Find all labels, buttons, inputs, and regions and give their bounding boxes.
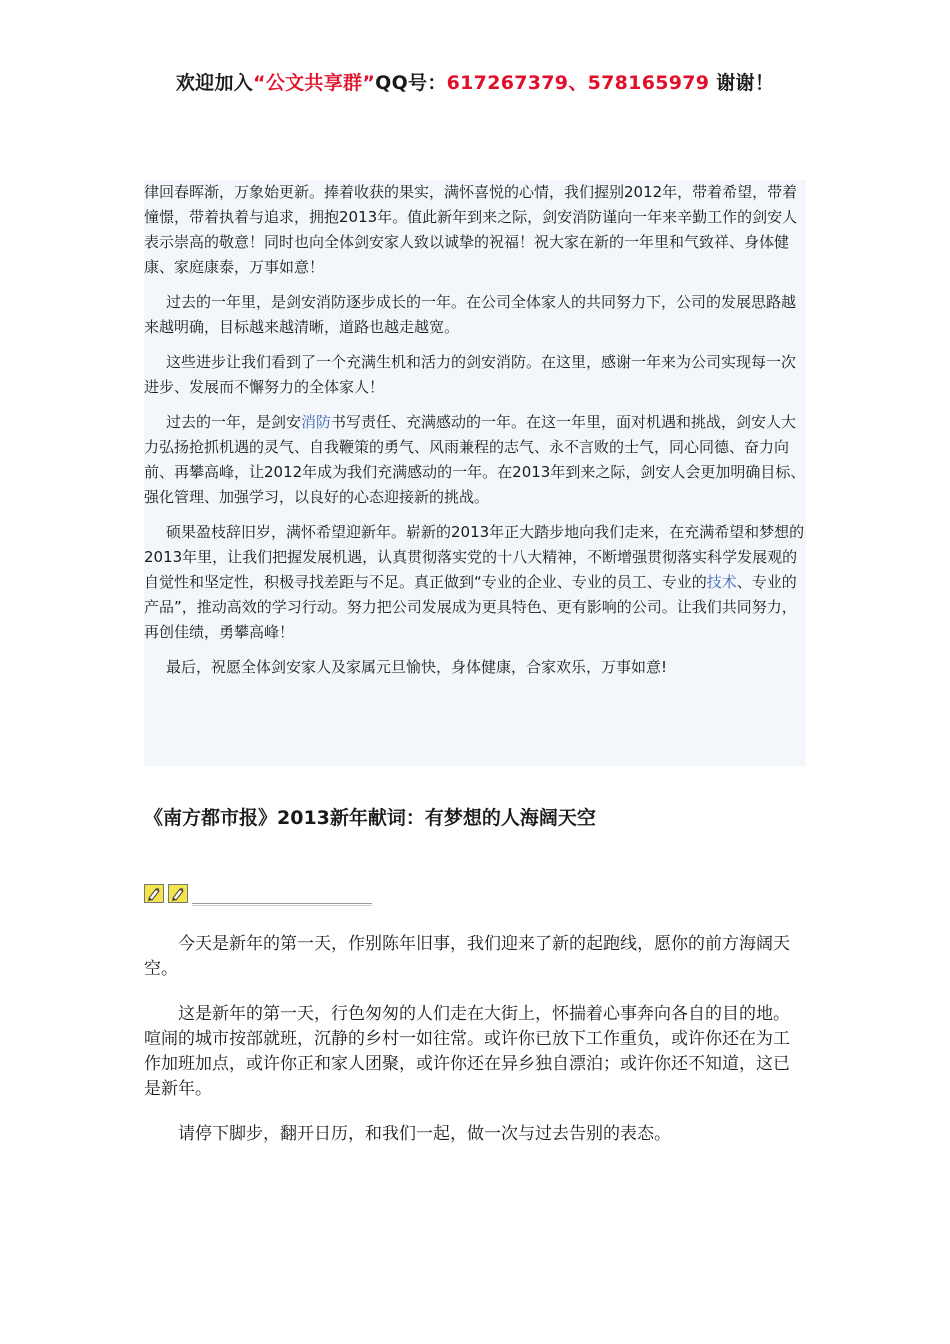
header-group-name: “公文共享群” (253, 72, 376, 94)
article-paragraph: 请停下脚步，翻开日历，和我们一起，做一次与过去告别的表态。 (178, 1124, 671, 1144)
technology-link[interactable]: 技术 (706, 573, 737, 591)
letter-text: 硕果盈枝辞旧岁，满怀希望迎新年。崭新的2013年正大踏步地向我们走来，在充满希望和梦想的2013年里，让我们把握发展机遇，认真贯彻落实党的十八大精神，不断增强贯彻落实科学发展观的自觉性和坚定性，积极寻找差距与不足。真正做到“专业的企业、专业的员工、专业的 (144, 523, 805, 591)
letter-paragraph: 最后，祝愿全体剑安家人及家属元旦愉快，身体健康，合家欢乐，万事如意! (166, 658, 668, 676)
header-qq-numbers: 617267379、578165979 (446, 72, 710, 94)
article-title: 《南方都市报》2013新年献词：有梦想的人海阔天空 (144, 807, 596, 829)
edit-icon[interactable] (168, 884, 188, 903)
page-header (0, 68, 950, 95)
letter-paragraph (144, 520, 806, 645)
icon-toolbar (144, 884, 374, 906)
article-paragraph: 这是新年的第一天，行色匆匆的人们走在大街上，怀揣着心事奔向各自的目的地。喧闹的城市按部就班，沉静的乡村一如往常。或许你已放下工作重负，或许你还在为工作加班加点，或许你正和家人团聚，或许你还在异乡独自漂泊；或许你还不知道，这已是新年。 (144, 1004, 790, 1099)
header-qq-label: QQ号： (375, 72, 447, 94)
article-body (144, 932, 806, 1167)
letter-paragraph: 过去的一年里，是剑安消防逐步成长的一年。在公司全体家人的共同努力下，公司的发展思路越来越明确，目标越来越清晰，道路也越走越宽。 (144, 293, 797, 336)
divider-line (192, 905, 372, 906)
letter-text: 过去的一年，是剑安 (166, 413, 302, 431)
fire-protection-link[interactable]: 消防 (301, 413, 332, 431)
letter-paragraph: 律回春晖渐，万象始更新。捧着收获的果实，满怀喜悦的心情，我们握别2012年，带着希望，带着憧憬，带着执着与追求，拥抱2013年。值此新年到来之际，剑安消防谨向一年来辛勤工作的剑安人表示崇高的敬意！同时也向全体剑安家人致以诚挚的祝福！祝大家在新的一年里和气致祥、身体健康、家庭康泰，万事如意！ (144, 183, 798, 276)
header-thanks: 谢谢！ (709, 72, 775, 94)
edit-icon[interactable] (144, 884, 164, 903)
letter-text: 书写责任、充满感动的一年。在这一年里，面对机遇和挑战，剑安人大力弘扬抢抓机遇的灵气、自我鞭策的勇气、风雨兼程的志气、永不言败的士气，同心同德、奋力向前、再攀高峰，让2012年成为我们充满感动的一年。在2013年到来之际，剑安人会更加明确目标、强化管理、加强学习，以良好的心态迎接新的挑战。 (144, 413, 806, 506)
article-paragraph: 今天是新年的第一天，作别陈年旧事，我们迎来了新的起跑线，愿你的前方海阔天空。 (144, 934, 790, 979)
header-prefix: 欢迎加入 (175, 72, 254, 94)
new-year-letter (144, 180, 806, 766)
divider-line (192, 903, 372, 904)
letter-paragraph: 这些进步让我们看到了一个充满生机和活力的剑安消防。在这里，感谢一年来为公司实现每一次进步、发展而不懈努力的全体家人！ (144, 353, 797, 396)
letter-paragraph (144, 410, 806, 510)
letter-text: 、专业的产品”，推动高效的学习行动。努力把公司发展成为更具特色、更有影响的公司。让我们共同努力，再创佳绩，勇攀高峰！ (144, 573, 797, 641)
